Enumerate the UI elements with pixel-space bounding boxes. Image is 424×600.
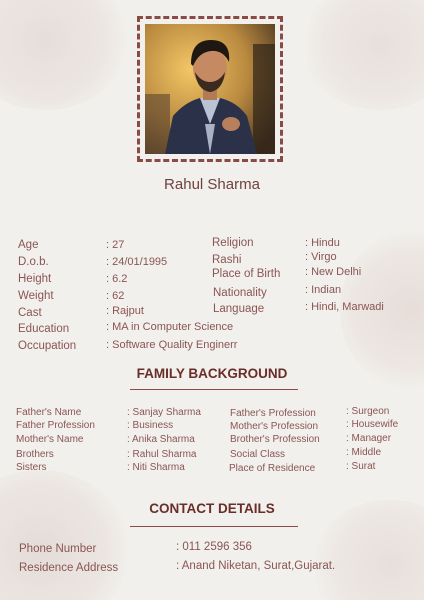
- family-label: Social Class: [230, 449, 286, 460]
- profile-name: Rahul Sharma: [164, 176, 260, 193]
- contact-details-heading: CONTACT DETAILS: [149, 501, 275, 516]
- family-background-heading: FAMILY BACKGROUND: [136, 366, 288, 381]
- detail-label: D.o.b.: [18, 256, 49, 268]
- family-value: : Anika Sharma: [127, 434, 195, 445]
- detail-value: : Hindu: [305, 237, 340, 249]
- watercolor-decoration: [0, 0, 130, 110]
- family-label: Mother's Profession: [230, 421, 319, 432]
- family-label: Brother's Profession: [230, 434, 320, 445]
- detail-label: Weight: [18, 290, 54, 302]
- family-label: Father Profession: [16, 420, 95, 431]
- family-value: : Rahul Sharma: [127, 449, 197, 460]
- family-value: : Surat: [346, 461, 376, 472]
- detail-label: Place of Birth: [212, 268, 281, 280]
- detail-label: Nationality: [213, 287, 267, 299]
- detail-value: : Software Quality Enginerr: [106, 339, 238, 351]
- family-label: Father's Name: [16, 407, 82, 418]
- detail-label: Rashi: [212, 254, 242, 266]
- detail-value: : 62: [106, 290, 125, 302]
- profile-photo: [145, 24, 275, 154]
- detail-value: : 24/01/1995: [106, 256, 168, 268]
- family-value: : Surgeon: [346, 406, 390, 417]
- profile-photo-image: [145, 24, 275, 154]
- detail-value: : 27: [106, 239, 125, 251]
- detail-value: : Hindi, Marwadi: [305, 301, 384, 313]
- family-value: : Housewife: [346, 419, 399, 430]
- profile-photo-frame: [137, 16, 283, 162]
- watercolor-decoration: [300, 0, 424, 110]
- detail-value: : Virgo: [305, 251, 337, 263]
- address-label: Residence Address: [19, 562, 119, 574]
- phone-value: : 011 2596 356: [176, 541, 252, 553]
- family-value: : Manager: [346, 433, 392, 444]
- detail-label: Education: [18, 323, 70, 335]
- family-label: Father's Profession: [230, 408, 316, 419]
- watercolor-decoration: [0, 470, 130, 600]
- family-label: Mother's Name: [16, 434, 84, 445]
- family-label: Place of Residence: [229, 463, 316, 474]
- address-value: : Anand Niketan, Surat,Gujarat.: [176, 560, 336, 572]
- detail-label: Cast: [18, 307, 42, 319]
- family-value: : Niti Sharma: [127, 462, 185, 473]
- contact-heading-divider: [130, 526, 298, 527]
- detail-value: : MA in Computer Science: [106, 321, 234, 333]
- family-value: : Sanjay Sharma: [127, 407, 201, 418]
- family-value: : Middle: [346, 447, 382, 458]
- phone-label: Phone Number: [19, 543, 97, 555]
- detail-value: : 6.2: [106, 273, 128, 285]
- detail-label: Age: [18, 239, 39, 251]
- family-label: Sisters: [16, 462, 47, 473]
- family-label: Brothers: [16, 449, 54, 460]
- detail-label: Language: [213, 303, 265, 315]
- detail-label: Occupation: [18, 340, 77, 352]
- detail-value: : Rajput: [106, 305, 144, 317]
- detail-label: Height: [18, 273, 52, 285]
- family-value: : Business: [127, 420, 174, 431]
- detail-label: Religion: [212, 237, 254, 249]
- detail-value: : New Delhi: [305, 266, 362, 278]
- family-heading-divider: [130, 389, 298, 390]
- detail-value: : Indian: [305, 284, 342, 296]
